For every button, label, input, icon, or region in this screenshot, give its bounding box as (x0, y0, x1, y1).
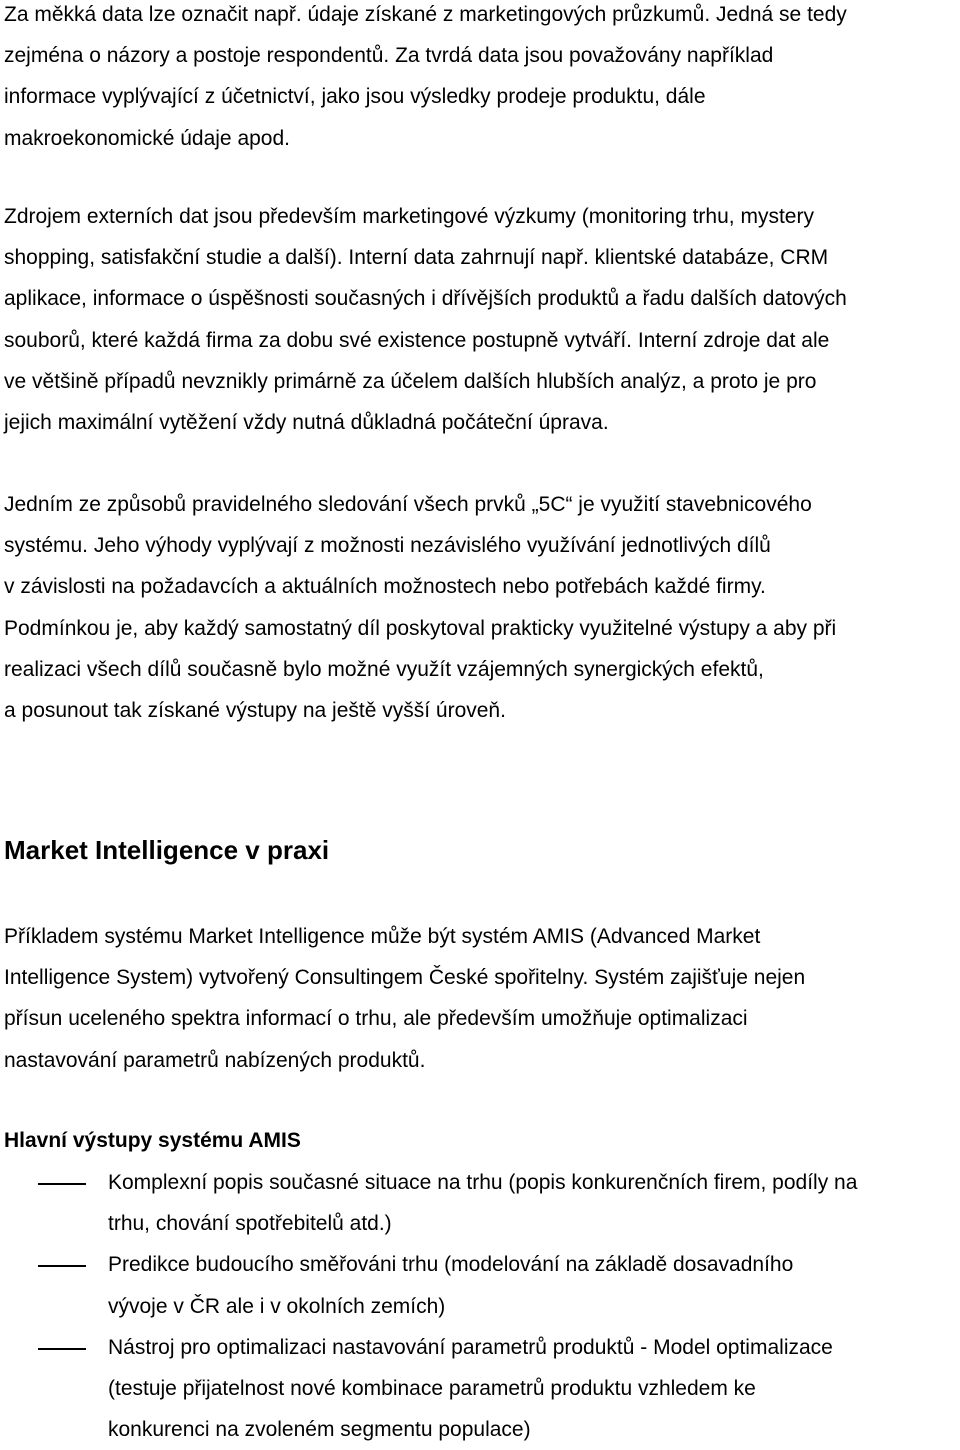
text-line: (testuje přijatelnost nové kombinace parametrů produktu vzhledem ke (108, 1376, 756, 1400)
text-line: Zdrojem externích dat jsou především marketingové výzkumy (monitoring trhu, mystery (4, 205, 814, 228)
list-item (4, 1162, 857, 1244)
amis-outputs-list (4, 1162, 857, 1450)
text-line: realizaci všech dílů současně bylo možné využít vzájemných synergických efektů, (4, 657, 764, 681)
text-line: Predikce budoucího směřováni trhu (modelování na základě dosavadního (108, 1253, 794, 1277)
text-line: nastavování parametrů nabízených produktů. (4, 1048, 426, 1072)
text-line: konkurenci na zvoleném segmentu populace) (108, 1418, 531, 1442)
dash-bullet-icon (38, 1265, 86, 1267)
text-line: přísun uceleného spektra informací o trhu, ale především umožňuje optimalizaci (4, 1007, 748, 1031)
paragraph-amis-intro (4, 916, 805, 1081)
text-line: Intelligence System) vytvořený Consultingem České spořitelny. Systém zajišťuje nejen (4, 966, 806, 990)
text-line: systému. Jeho výhody vyplývají z možnosti nezávislého využívání jednotlivých dílů (4, 534, 771, 558)
text-line: a posunout tak získané výstupy na ještě vyšší úroveň. (4, 698, 506, 722)
text-line: Komplexní popis současné situace na trhu (popis konkurenčních firem, podíly na (108, 1171, 858, 1194)
text-line: informace vyplývající z účetnictví, jako jsou výsledky prodeje produktu, dále (4, 85, 706, 109)
text-line: v závislosti na požadavcích a aktuálních možnostech nebo potřebách každé firmy. (4, 575, 766, 599)
text-line: Za měkká data lze označit např. údaje získané z marketingových průzkumů. Jedná se tedy (4, 3, 847, 26)
text-line: Nástroj pro optimalizaci nastavování parametrů produktů - Model optimalizace (108, 1335, 833, 1359)
text-line: Příkladem systému Market Intelligence může být systém AMIS (Advanced Market (4, 925, 761, 948)
text-line: jejich maximální vytěžení vždy nutná důkladná počáteční úprava. (4, 410, 609, 434)
text-line: souborů, které každá firma za dobu své existence postupně vytváří. Interní zdroje dat ale (4, 328, 830, 352)
dash-bullet-icon (38, 1348, 86, 1350)
list-item (4, 1327, 857, 1450)
text-line: vývoje v ČR ale i v okolních zemích) (108, 1294, 446, 1318)
text-line: ve většině případů nevznikly primárně za účelem dalších hlubších analýz, a proto je pro (4, 369, 817, 393)
paragraph-soft-hard-data (4, 0, 847, 159)
dash-bullet-icon (38, 1183, 86, 1185)
text-line: zejména o názory a postoje respondentů. Za tvrdá data jsou považovány například (4, 44, 774, 68)
list-item (4, 1244, 857, 1326)
section-heading: Market Intelligence v praxi (4, 835, 330, 865)
text-line: aplikace, informace o úspěšnosti současných i dřívějších produktů a řadu dalších datových (4, 287, 847, 311)
text-line: trhu, chování spotřebitelů atd.) (108, 1212, 392, 1236)
paragraph-modular-system (4, 484, 836, 731)
text-line: makroekonomické údaje apod. (4, 126, 291, 150)
text-line: shopping, satisfakční studie a další). Interní data zahrnují např. klientské databáze, CRM (4, 246, 829, 270)
text-line: Podmínkou je, aby každý samostatný díl poskytoval prakticky využitelné výstupy a aby při (4, 616, 837, 640)
text-line: Jedním ze způsobů pravidelného sledování všech prvků „5C“ je využití stavebnicového (4, 493, 812, 516)
subsection-heading: Hlavní výstupy systému AMIS (4, 1129, 301, 1152)
paragraph-data-sources (4, 196, 847, 443)
